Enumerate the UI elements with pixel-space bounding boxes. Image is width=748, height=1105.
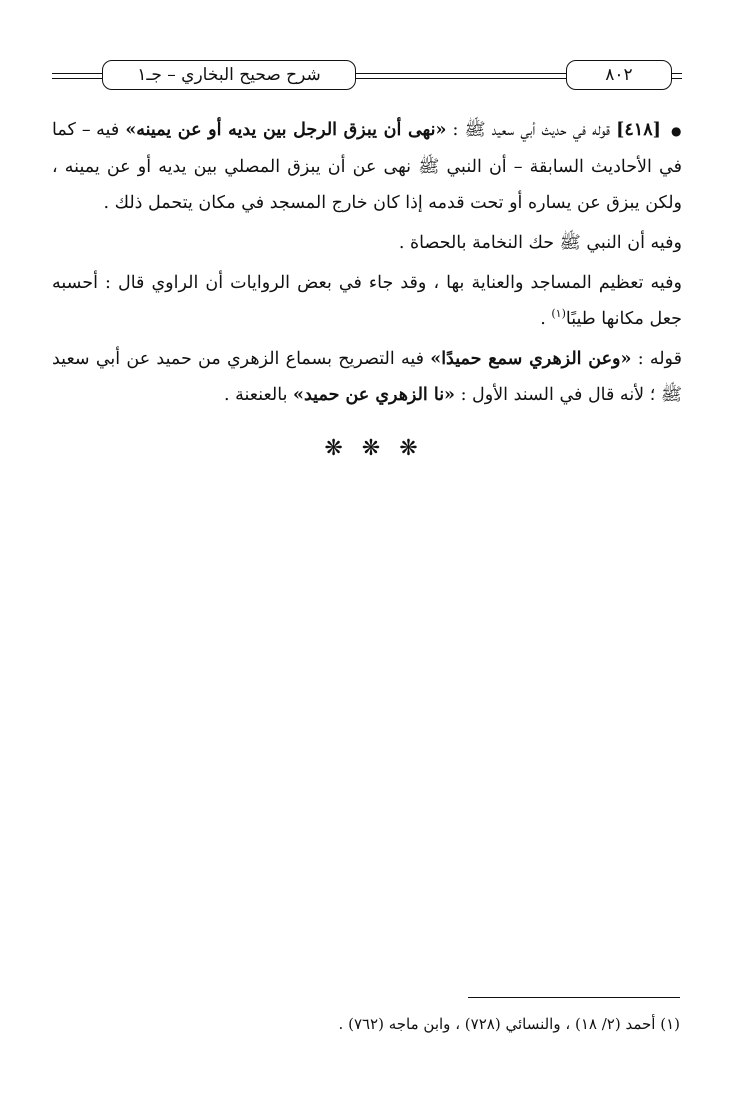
zuhri-quote-1: «وعن الزهري سمع حميدًا»	[430, 348, 632, 369]
section-separator: ❋ ❋ ❋	[324, 436, 424, 461]
paragraph-mosques	[52, 265, 682, 337]
page-number: ٨٠٢	[566, 60, 672, 90]
footnote-divider	[468, 997, 680, 998]
zuhri-end: بالعنعنة .	[223, 384, 288, 405]
footnote: (١) أحمد (٢/ ١٨) ، والنسائي (٧٢٨) ، وابن ماجه (٧٦٢) .	[338, 1015, 680, 1033]
paragraph-pebble: وفيه أن النبي ﷺ حك النخامة بالحصاة .	[398, 232, 682, 253]
paragraph-zuhri	[52, 341, 682, 413]
mosques-text: وفيه تعظيم المساجد والعناية بها ، وقد جاء في بعض الروايات أن الراوي قال : أحسبه جعل مكانها طيبًا	[52, 272, 682, 329]
zuhri-intro: قوله :	[637, 348, 682, 369]
zuhri-middle: فيه التصريح بسماع الزهري من حميد عن أبي سعيد ﷺ ؛ لأنه قال في السند الأول :	[52, 348, 682, 405]
hadith-number: [٤١٨]	[616, 120, 661, 140]
hadith-intro: قوله في حديث أبي سعيد ﷺ :	[452, 120, 611, 140]
mosques-end: .	[540, 308, 552, 329]
page-body	[52, 112, 682, 413]
bullet-icon: ●	[670, 123, 682, 138]
hadith-commentary: فيه – كما في الأحاديث السابقة – أن النبي ﷺ نهى عن أن يبزق المصلي بين يديه أو عن يمينه ، ولكن يبزق عن يساره أو تحت قدمه إذا كان خارج المسجد في مكان يتحمل ذلك .	[52, 120, 682, 213]
page-header	[52, 58, 682, 94]
hadith-quote: «نهى أن يبزق الرجل بين يديه أو عن يمينه»	[125, 120, 447, 140]
footnote-ref: (١)	[551, 306, 566, 320]
zuhri-quote-2: «نا الزهري عن حميد»	[293, 384, 455, 405]
book-title: شرح صحيح البخاري – جـ١	[102, 60, 356, 90]
hadith-418-paragraph	[52, 112, 682, 221]
